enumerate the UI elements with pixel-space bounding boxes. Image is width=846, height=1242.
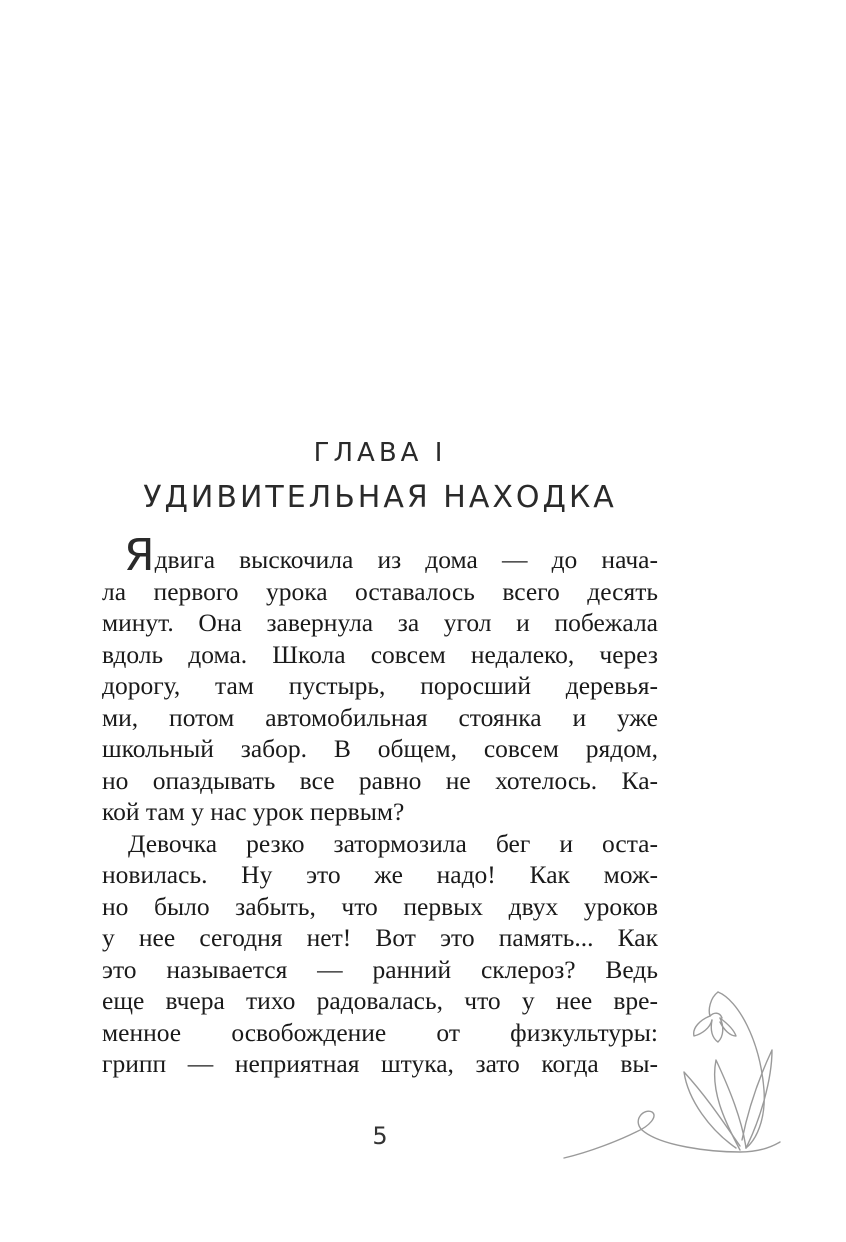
text-line: грипп — неприятная штука, зато когда вы- xyxy=(102,1049,658,1078)
page-number: 5 xyxy=(372,1122,388,1150)
text-line: вдоль дома. Школа совсем недалеко, через xyxy=(102,639,658,669)
text-line: минут. Она завернула за угол и побежала xyxy=(102,608,658,637)
chapter-title: УДИВИТЕЛЬНАЯ НАХОДКА xyxy=(143,480,617,515)
text-line: школьный забор. В общем, совсем рядом, xyxy=(102,734,658,763)
text-line: дорогу, там пустырь, поросший деревья- xyxy=(102,671,658,700)
text-line: еще вчера тихо радовалась, что у нее вре- xyxy=(102,986,658,1015)
text-line: ми, потом автомобильная стоянка и уже xyxy=(102,702,658,732)
text-line: но опаздывать все равно не хотелось. Ка- xyxy=(102,765,658,795)
text-line: кой там у нас урок первым? xyxy=(102,797,405,826)
text-line: Девочка резко затормозила бег и оста- xyxy=(128,828,658,858)
text-line: менное освобождение от физкультуры: xyxy=(102,1017,658,1047)
snowdrop-flower-icon xyxy=(560,980,786,1170)
text-line: это называется — ранний склероз? Ведь xyxy=(102,954,658,984)
text-line: ла первого урока оставалось всего десять xyxy=(102,576,658,606)
text-line: но было забыть, что первых двух уроков xyxy=(102,891,658,921)
text-line: у нее сегодня нет! Вот это память... Как xyxy=(102,923,658,952)
text-line: новилась. Ну это же надо! Как мож- xyxy=(102,860,658,889)
chapter-label: ГЛАВА I xyxy=(313,438,447,468)
drop-cap: Я xyxy=(124,530,155,581)
text-line: Ядвига выскочила из дома — до нача- xyxy=(124,530,658,581)
